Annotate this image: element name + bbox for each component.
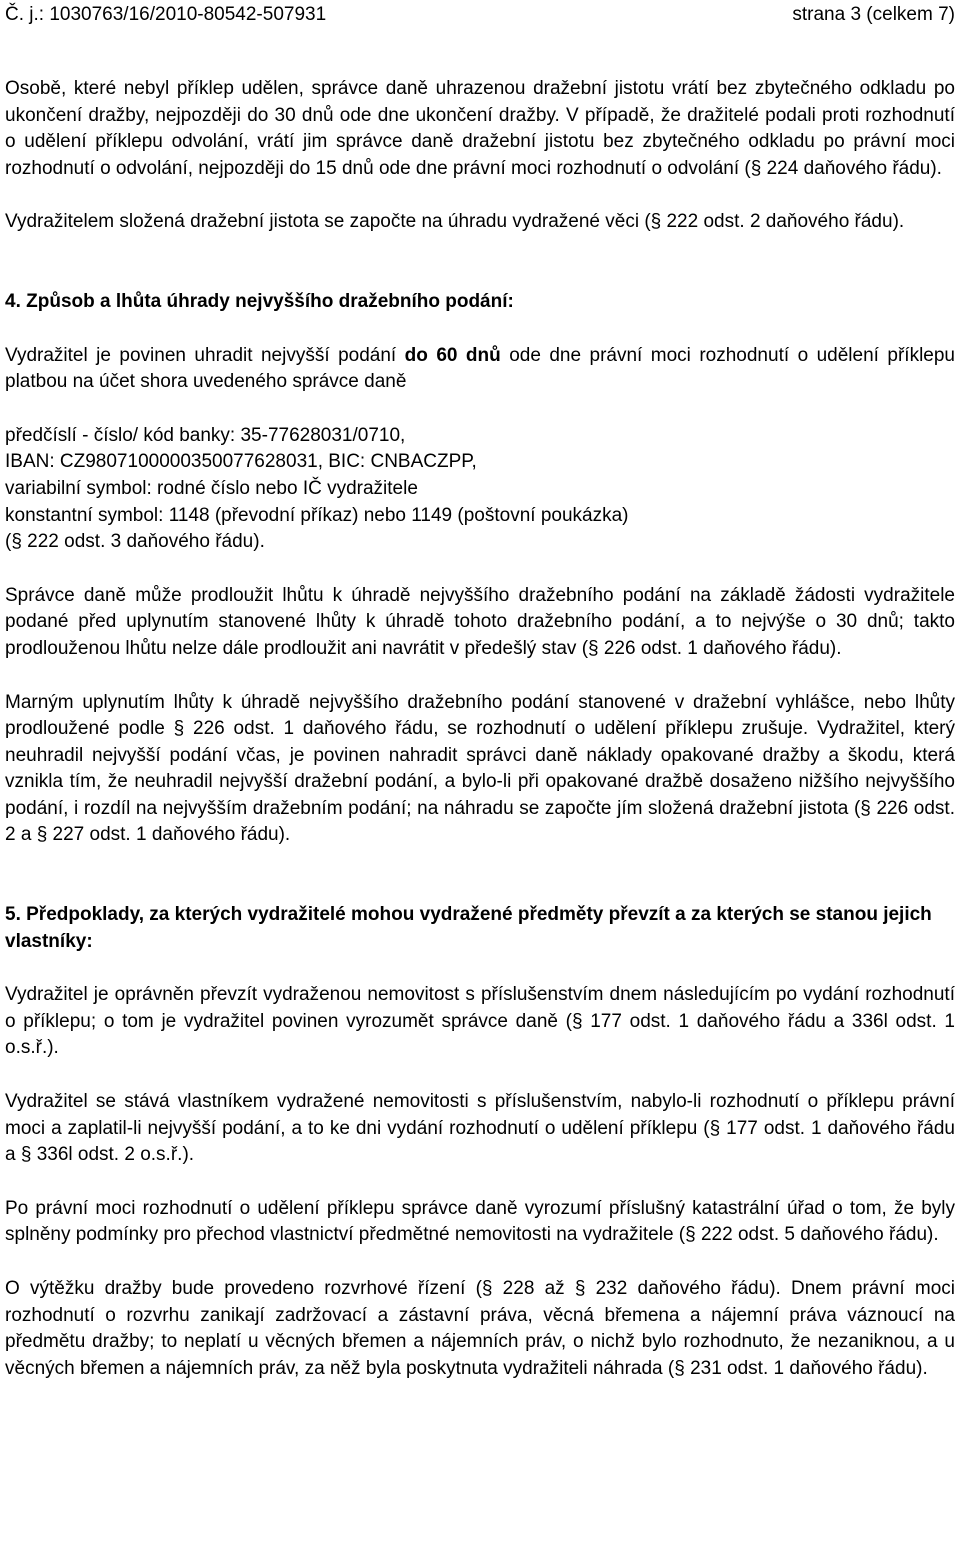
section-5-heading: 5. Předpoklady, za kterých vydražitelé mohou vydražené předměty převzít a za kterých se stanou jejich vlastníky:: [5, 904, 932, 952]
payment-account: předčíslí - číslo/ kód banky: 35-77628031/0710,: [5, 424, 406, 446]
payment-text-b: ode dne právní moci rozhodnutí o udělení příklepu platbou na účet shora uvedeného správce daně: [5, 344, 955, 393]
paragraph-jistota-return: Osobě, které nebyl příklep udělen, správce daně uhrazenou dražební jistotu vrátí bez zbytečného odkladu po ukončení dražby, nejpozději do 30 dnů ode dne ukončení dražby. V případě, že dražitelé podali proti rozhodnutí o udělení příklepu odvolání, vrátí jim správce daně dražební jistotu bez zbytečného odkladu po právní moci rozhodnutí o odvolání, nejpozději do 15 dnů ode dne právní moci rozhodnutí o odvolání (§ 224 daňového řádu).: [5, 78, 955, 179]
paragraph-ownership: Vydražitel se stává vlastníkem vydražené nemovitosti s příslušenstvím, nabylo-li rozhodnutí o příklepu právní moci a zaplatil-li nejvyšší podání, a to ke dni vydání rozhodnutí o udělení příklepu (§ 177 odst. 1 daňového řádu a § 336l odst. 2 o.s.ř.).: [5, 1091, 955, 1166]
section-4-heading: 4. Způsob a lhůta úhrady nejvyššího dražebního podání:: [5, 290, 514, 312]
paragraph-missed-deadline: Marným uplynutím lhůty k úhradě nejvyššího dražebního podání stanovené v dražební vyhlášce, nebo lhůty prodloužené podle § 226 odst. 1 daňového řádu, se rozhodnutí o udělení příklepu zrušuje. Vydražitel, který neuhradil nejvyšší podání včas, je povinen nahradit správci daně náklady opakované dražby a škodu, která vznikla tím, že neuhradil nejvyšší dražební podání, a bylo-li při opakované dražbě dosaženo nižšího nejvyššího podání, i rozdíl na nejvyšším dražebním podání; na náhradu se započte jím složená dražební jistota (§ 226 odst. 2 a § 227 odst. 1 daňového řádu).: [5, 691, 955, 846]
payment-legal-reference: (§ 222 odst. 3 daňového řádu).: [5, 531, 265, 553]
reference-prefix: Č. j.: [5, 4, 39, 25]
reference-number: [5, 2, 326, 28]
reference-value: : 1030763/16/2010-80542-507931: [38, 4, 327, 25]
payment-text-a: Vydražitel je povinen uhradit nejvyšší podání: [5, 344, 405, 366]
document-body: [5, 76, 955, 1382]
paragraph-distribution: O výtěžku dražby bude provedeno rozvrhové řízení (§ 228 až § 232 daňového řádu). Dnem právní moci rozhodnutí o rozvrhu zanikají zadržovací a zástavní práva, věcná břemena a nájemní práva váznoucí na předmětu dražby; to neplatí u věcných břemen a nájemních práv, o nichž bylo rozhodnuto, že nezaniknou, a u věcných břemen a nájemních práv, za něž byla poskytnuta vydražiteli náhrada (§ 231 odst. 1 daňového řádu).: [5, 1278, 955, 1379]
paragraph-takeover: Vydražitel je oprávněn převzít vydraženou nemovitost s příslušenstvím dnem následujícím po vydání rozhodnutí o příklepu; o tom je vydražitel povinen vyrozumět správce daně (§ 177 odst. 1 daňového řádu a 336l odst. 1 o.s.ř.).: [5, 984, 955, 1059]
page-header: [5, 2, 955, 28]
paragraph-deadline-extension: Správce daně může prodloužit lhůtu k úhradě nejvyššího dražebního podání na základě žádosti vydražitele podané před uplynutím stanovené lhůty k úhradě tohoto dražebního podání, a to nejvýše o 30 dnů; takto prodlouženou lhůtu nelze dále prodloužit ani navrátit v předešlý stav (§ 226 odst. 1 daňového řádu).: [5, 584, 955, 659]
payment-iban: IBAN: CZ9807100000350077628031, BIC: CNBACZPP,: [5, 451, 477, 473]
payment-deadline: do 60 dnů: [404, 344, 501, 366]
payment-variable-symbol: variabilní symbol: rodné číslo nebo IČ vydražitele: [5, 477, 418, 499]
page-counter: strana 3 (celkem 7): [792, 4, 955, 25]
payment-constant-symbol: konstantní symbol: 1148 (převodní příkaz) nebo 1149 (poštovní poukázka): [5, 504, 629, 526]
paragraph-payment-obligation: [5, 343, 955, 396]
paragraph-jistota-offset: Vydražitelem složená dražební jistota se započte na úhradu vydražené věci (§ 222 odst. 2 daňového řádu).: [5, 211, 905, 233]
paragraph-cadastre-notice: Po právní moci rozhodnutí o udělení příklepu správce daně vyrozumí příslušný katastrální úřad o tom, že byly splněny podmínky pro přechod vlastnictví předmětné nemovitosti na vydražitele (§ 222 odst. 5 daňového řádu).: [5, 1197, 955, 1246]
